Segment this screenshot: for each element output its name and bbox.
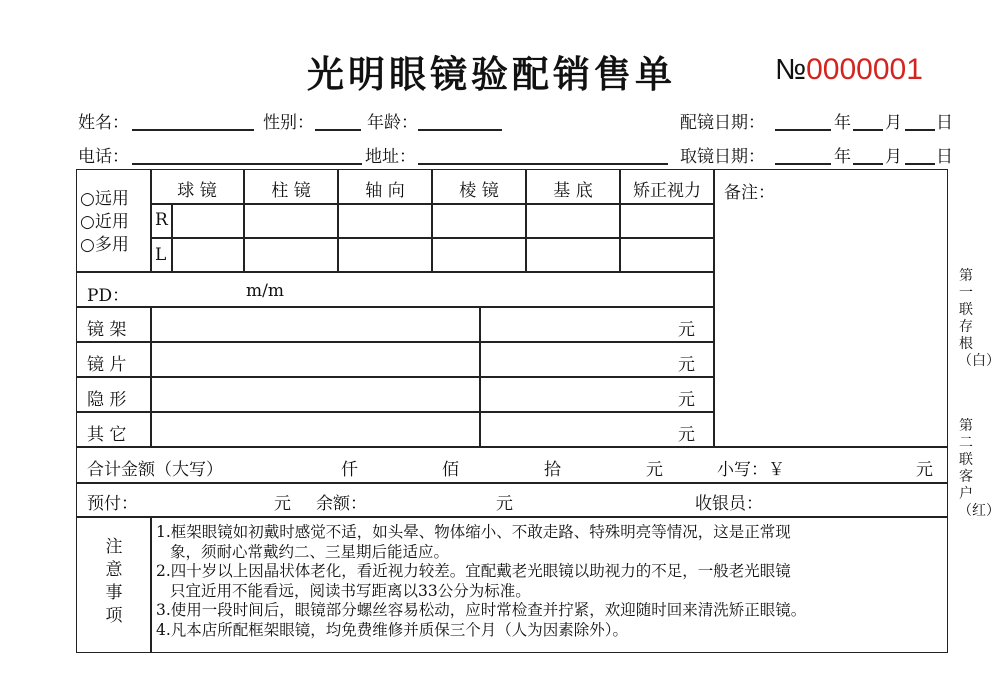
serial-number xyxy=(775,53,923,87)
fit-year-label: 年 xyxy=(834,113,851,133)
address-label: 地址： xyxy=(365,147,416,167)
item-other-label: 其 它 xyxy=(87,425,127,445)
note-1-line2: 象，须耐心常戴约二、三星期后能适应。 xyxy=(170,542,450,561)
row-divider xyxy=(76,341,715,343)
header-prism: 棱 镜 xyxy=(459,181,499,201)
item-lens-label: 镜 片 xyxy=(87,355,127,375)
age-field[interactable] xyxy=(418,129,502,131)
row-divider xyxy=(76,411,715,413)
total-qian: 仟 xyxy=(341,460,358,480)
row-divider xyxy=(76,306,715,308)
notes-heading-char: 事 xyxy=(105,583,123,603)
remarks-label: 备注： xyxy=(724,183,775,203)
side-note-copy2: 第二联客户（红） xyxy=(958,418,1000,519)
fit-year-field[interactable] xyxy=(775,129,831,131)
header-base: 基 底 xyxy=(553,181,593,201)
balance-unit: 元 xyxy=(496,494,513,514)
grid-divider xyxy=(76,271,715,273)
header-axis: 轴 向 xyxy=(365,181,405,201)
eye-right: R xyxy=(155,210,168,230)
fit-day-label: 日 xyxy=(936,113,953,133)
notes-divider xyxy=(150,516,152,653)
note-3-line1: 3.使用一段时间后，眼镜部分螺丝容易松动，应时常检查并拧紧，欢迎随时回来清洗矫正眼镜。 xyxy=(156,601,807,619)
age-label: 年龄： xyxy=(367,113,418,133)
notes-heading-char: 项 xyxy=(105,606,123,626)
notes-list xyxy=(156,523,806,640)
phone-label: 电话： xyxy=(78,147,129,167)
notes-heading xyxy=(104,536,124,628)
total-bai: 佰 xyxy=(442,460,459,480)
grid-divider xyxy=(150,203,715,205)
header-cylinder: 柱 镜 xyxy=(271,181,311,201)
row-divider xyxy=(76,482,948,484)
pd-unit: m/m xyxy=(246,281,284,301)
gender-field[interactable] xyxy=(315,129,361,131)
row-divider xyxy=(76,376,715,378)
address-field[interactable] xyxy=(418,163,668,165)
name-label: 姓名： xyxy=(78,113,129,133)
item-other-unit: 元 xyxy=(678,425,695,445)
fit-day-field[interactable] xyxy=(905,129,935,131)
item-contact-unit: 元 xyxy=(678,390,695,410)
total-shi: 拾 xyxy=(544,460,561,480)
total-small-unit: 元 xyxy=(916,460,933,480)
total-label: 合计金额（大写） xyxy=(87,460,223,480)
fit-date-label: 配镜日期： xyxy=(680,113,765,133)
row-divider xyxy=(76,516,948,518)
total-small-label: 小写：￥ xyxy=(717,460,785,480)
item-frame-unit: 元 xyxy=(678,320,695,340)
pickup-year-field[interactable] xyxy=(775,163,831,165)
pickup-day-label: 日 xyxy=(936,147,953,167)
fit-month-field[interactable] xyxy=(853,129,883,131)
phone-field[interactable] xyxy=(132,163,362,165)
pickup-month-field[interactable] xyxy=(853,163,883,165)
serial-digits: 0000001 xyxy=(806,53,923,86)
serial-prefix: № xyxy=(775,54,807,86)
pickup-month-label: 月 xyxy=(885,147,902,167)
header-corrected-va: 矫正视力 xyxy=(633,181,701,201)
item-frame-label: 镜 架 xyxy=(87,320,127,340)
note-2-line2: 只宜近用不能看远，阅读书写距离以33公分为标准。 xyxy=(170,581,531,600)
option-multi[interactable]: ○多用 xyxy=(80,235,129,255)
grid-divider xyxy=(150,237,715,239)
prepaid-label: 预付： xyxy=(87,494,138,514)
total-yuan: 元 xyxy=(646,460,663,480)
prepaid-unit: 元 xyxy=(274,494,291,514)
lens-use-options xyxy=(80,188,129,257)
option-near[interactable]: ○近用 xyxy=(80,212,129,232)
pickup-year-label: 年 xyxy=(834,147,851,167)
side-note-copy1: 第一联存根（白） xyxy=(958,268,1000,369)
note-1-line1: 1.框架眼镜如初戴时感觉不适，如头晕、物体缩小、不敢走路、特殊明亮等情况，这是正常现 xyxy=(156,523,791,541)
pickup-date-label: 取镜日期： xyxy=(680,147,765,167)
fit-month-label: 月 xyxy=(885,113,902,133)
option-far[interactable]: ○远用 xyxy=(80,189,129,209)
pd-label: PD： xyxy=(87,286,130,306)
header-sphere: 球 镜 xyxy=(177,181,217,201)
item-contact-label: 隐 形 xyxy=(87,390,127,410)
gender-label: 性别： xyxy=(263,113,314,133)
eye-left: L xyxy=(155,245,167,265)
cashier-label: 收银员： xyxy=(695,494,763,514)
note-2-line1: 2.四十岁以上因晶状体老化，看近视力较差。宜配戴老光眼镜以助视力的不足，一般老光眼镜 xyxy=(156,562,791,580)
pickup-day-field[interactable] xyxy=(905,163,935,165)
notes-heading-char: 注 xyxy=(105,537,123,557)
name-field[interactable] xyxy=(132,129,254,131)
notes-heading-char: 意 xyxy=(105,560,123,580)
form-title: 光明眼镜验配销售单 xyxy=(307,53,676,96)
item-lens-unit: 元 xyxy=(678,355,695,375)
row-divider xyxy=(76,446,948,448)
note-4-line1: 4.凡本店所配框架眼镜，均免费维修并质保三个月（人为因素除外）。 xyxy=(156,620,629,639)
balance-label: 余额： xyxy=(316,494,367,514)
